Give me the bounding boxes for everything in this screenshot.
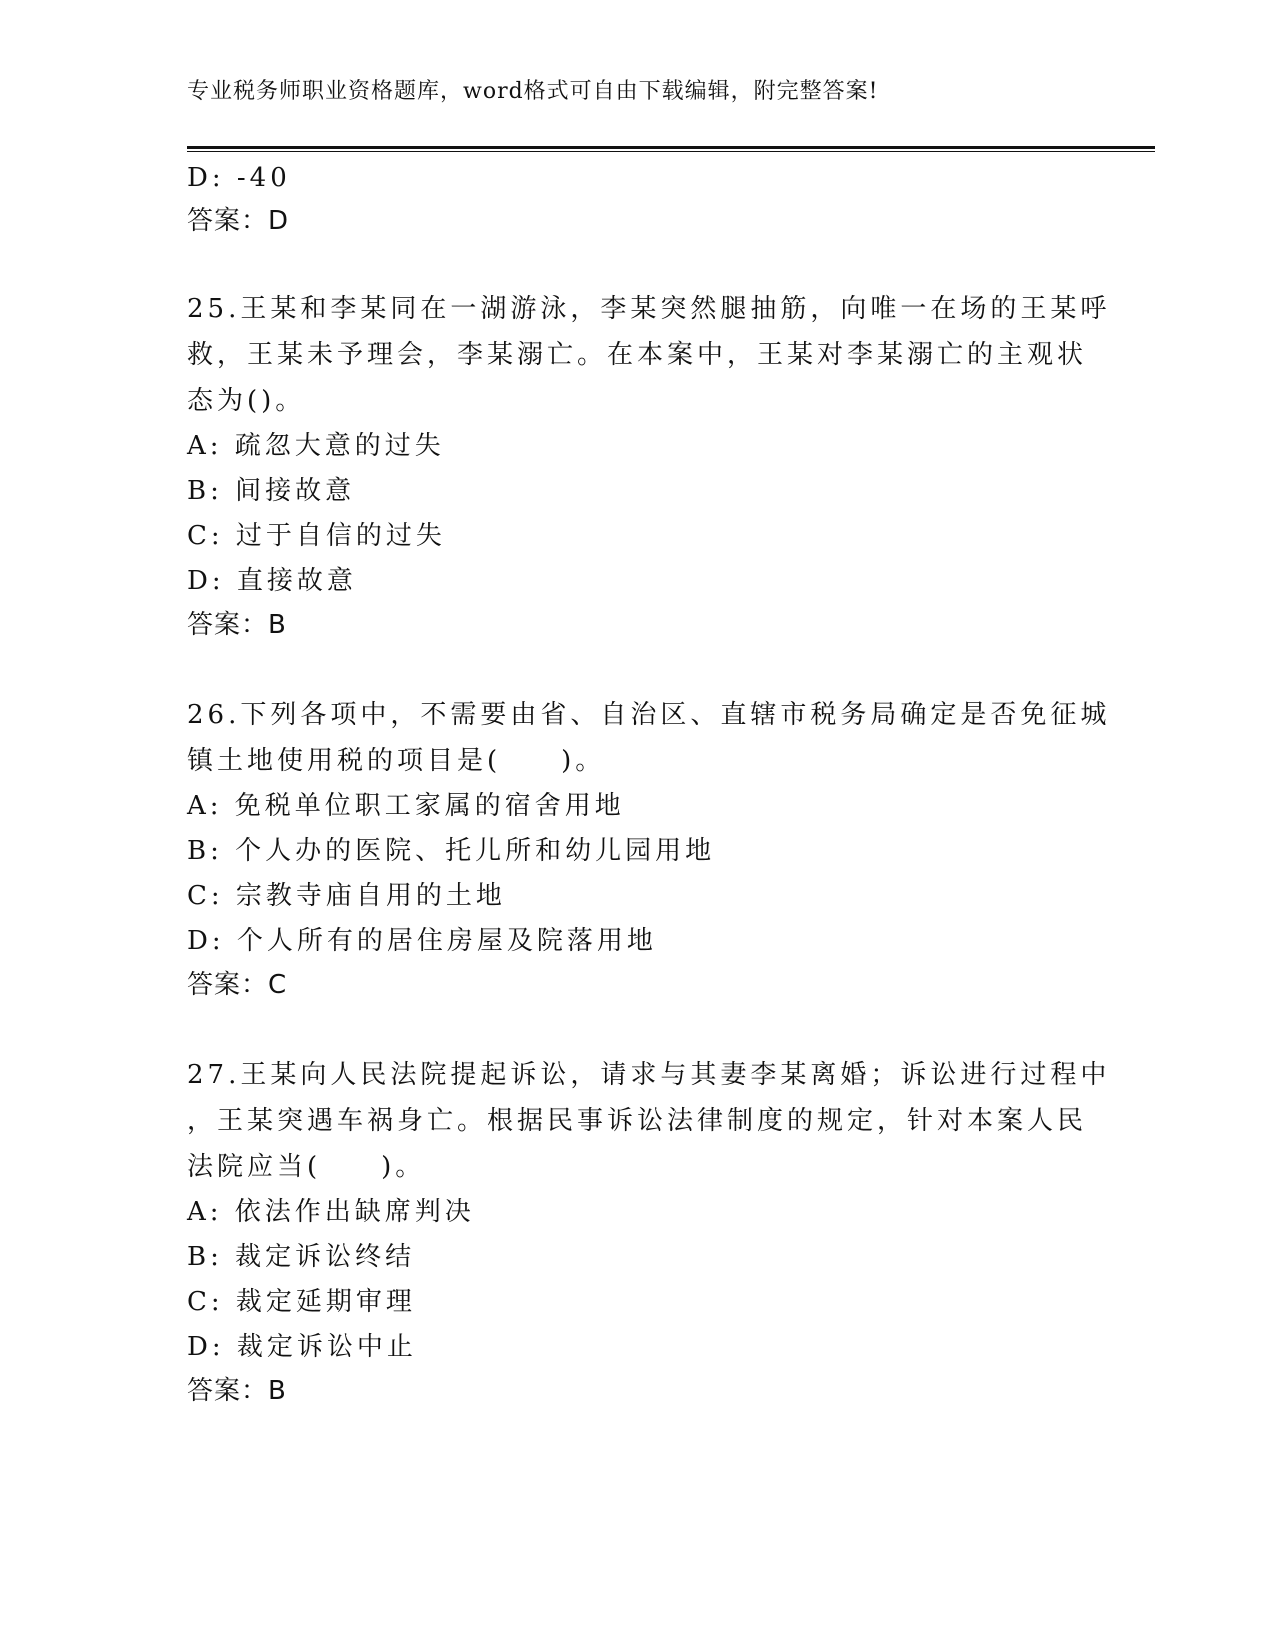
header-rule-thick — [187, 146, 1155, 149]
question-25-answer: 答案：B — [187, 610, 287, 640]
question-27-option-c: C: 裁定延期审理 — [187, 1287, 416, 1317]
question-25-option-a: A: 疏忽大意的过失 — [187, 431, 445, 461]
question-25-option-b: B: 间接故意 — [187, 476, 356, 506]
prev-answer: 答案：D — [187, 206, 290, 236]
question-27-line-1: 27.王某向人民法院提起诉讼，请求与其妻李某离婚；诉讼进行过程中 — [187, 1060, 1111, 1090]
question-27-option-a: A: 依法作出缺席判决 — [187, 1197, 475, 1227]
question-25-line-2: 救，王某未予理会，李某溺亡。在本案中，王某对李某溺亡的主观状 — [187, 340, 1088, 370]
question-25-line-3: 态为()。 — [187, 386, 306, 416]
question-26-option-a: A: 免税单位职工家属的宿舍用地 — [187, 791, 625, 821]
question-27-line-2: ，王某突遇车祸身亡。根据民事诉讼法律制度的规定，针对本案人民 — [187, 1106, 1088, 1136]
question-26-option-b: B: 个人办的医院、托儿所和幼儿园用地 — [187, 836, 716, 866]
page-header: 专业税务师职业资格题库，word格式可自由下载编辑，附完整答案! — [187, 79, 879, 104]
question-26-line-1: 26.下列各项中，不需要由省、自治区、直辖市税务局确定是否免征城 — [187, 700, 1111, 730]
question-26-option-c: C: 宗教寺庙自用的土地 — [187, 881, 506, 911]
question-27-line-3: 法院应当( )。 — [187, 1152, 426, 1182]
prev-option-d: D: -40 — [187, 163, 291, 193]
question-25-option-c: C: 过于自信的过失 — [187, 521, 446, 551]
question-27-option-b: B: 裁定诉讼终结 — [187, 1242, 416, 1272]
question-25-option-d: D: 直接故意 — [187, 566, 357, 596]
question-26-option-d: D: 个人所有的居住房屋及院落用地 — [187, 926, 657, 956]
question-26-answer: 答案：C — [187, 970, 288, 1000]
question-25-line-1: 25.王某和李某同在一湖游泳，李某突然腿抽筋，向唯一在场的王某呼 — [187, 294, 1111, 324]
question-27-answer: 答案：B — [187, 1376, 287, 1406]
header-rule-thin — [187, 151, 1155, 152]
question-26-line-2: 镇土地使用税的项目是( )。 — [187, 746, 606, 776]
question-27-option-d: D: 裁定诉讼中止 — [187, 1332, 417, 1362]
